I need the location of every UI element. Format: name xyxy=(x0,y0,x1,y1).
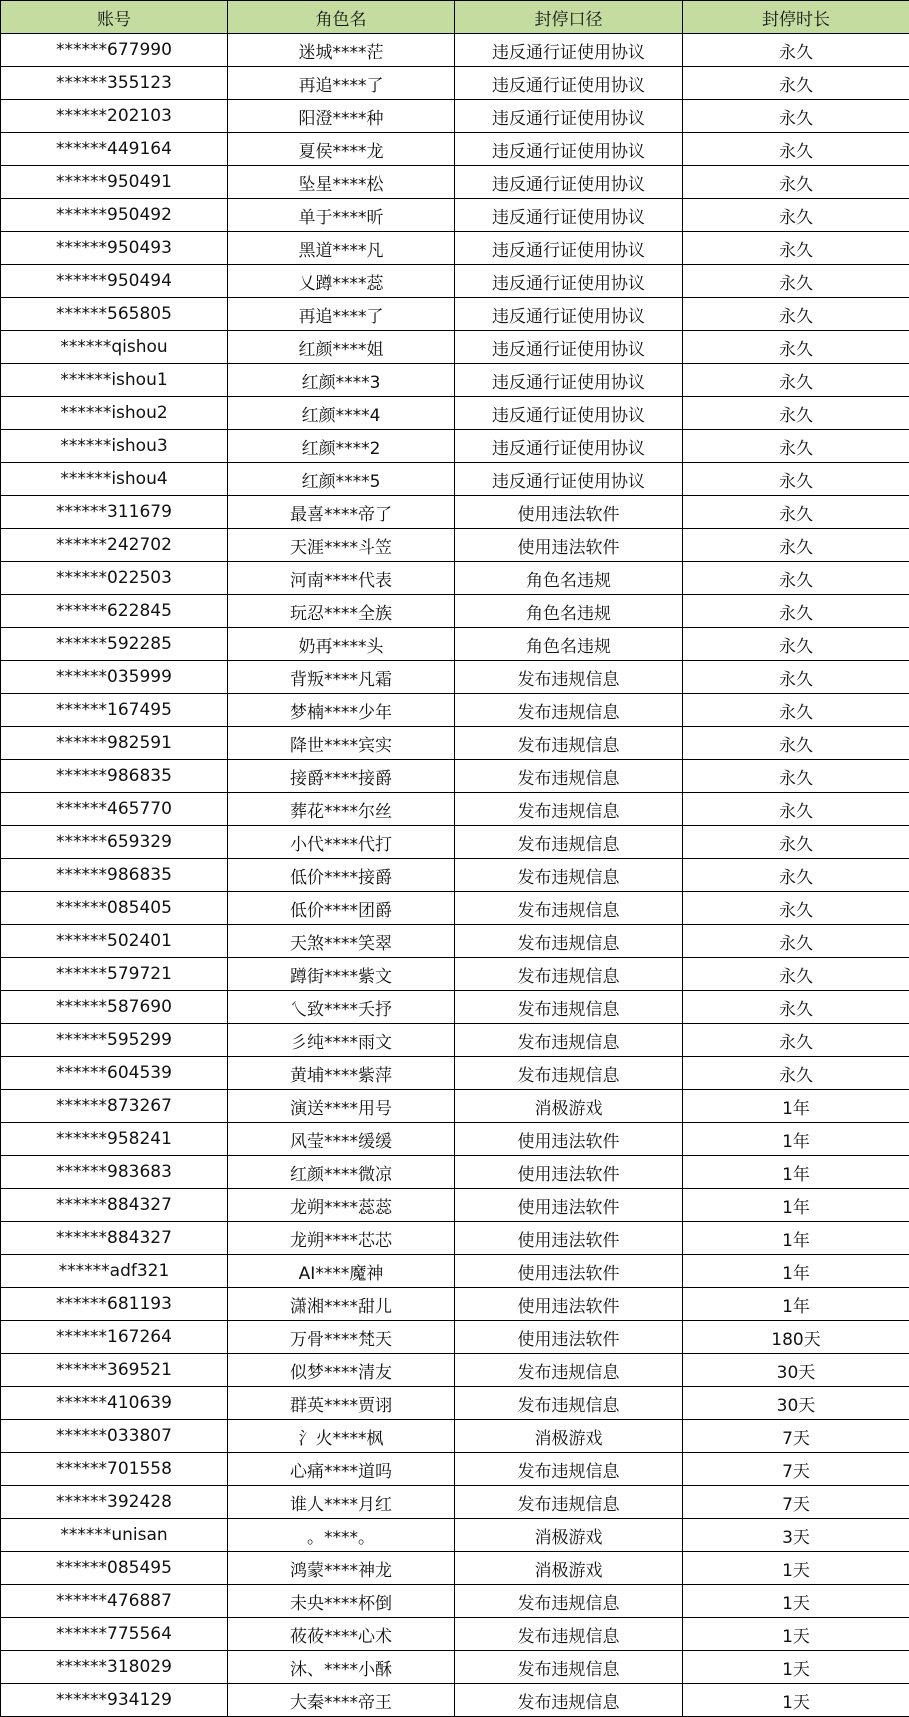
cell-ban-duration: 永久 xyxy=(683,265,909,298)
cell-account: ******950491 xyxy=(1,166,228,199)
column-header-account: 账号 xyxy=(1,1,228,34)
cell-role-name: 黑道****凡 xyxy=(228,232,455,265)
cell-ban-duration: 1天 xyxy=(683,1585,909,1618)
table-row xyxy=(1,463,909,496)
cell-ban-duration: 1年 xyxy=(683,1288,909,1321)
cell-ban-reason: 发布违规信息 xyxy=(455,1684,683,1717)
cell-ban-duration: 永久 xyxy=(683,100,909,133)
cell-role-name: 降世****宾实 xyxy=(228,727,455,760)
cell-ban-reason: 消极游戏 xyxy=(455,1519,683,1552)
cell-ban-reason: 发布违规信息 xyxy=(455,661,683,694)
cell-ban-duration: 永久 xyxy=(683,298,909,331)
cell-account: ******565805 xyxy=(1,298,228,331)
cell-account: ******659329 xyxy=(1,826,228,859)
table-row xyxy=(1,298,909,331)
cell-ban-duration: 永久 xyxy=(683,166,909,199)
cell-account: ******449164 xyxy=(1,133,228,166)
cell-ban-duration: 1年 xyxy=(683,1222,909,1255)
cell-role-name: 氵火****枫 xyxy=(228,1420,455,1453)
cell-ban-reason: 违反通行证使用协议 xyxy=(455,265,683,298)
cell-ban-reason: 使用违法软件 xyxy=(455,1321,683,1354)
cell-account: ******167495 xyxy=(1,694,228,727)
cell-account: ******986835 xyxy=(1,760,228,793)
cell-ban-duration: 永久 xyxy=(683,925,909,958)
cell-role-name: 乂蹲****蕊 xyxy=(228,265,455,298)
cell-role-name: 梦楠****少年 xyxy=(228,694,455,727)
cell-ban-duration: 永久 xyxy=(683,826,909,859)
table-row xyxy=(1,166,909,199)
cell-ban-duration: 永久 xyxy=(683,199,909,232)
cell-ban-reason: 发布违规信息 xyxy=(455,793,683,826)
cell-account: ******085495 xyxy=(1,1552,228,1585)
cell-account: ******unisan xyxy=(1,1519,228,1552)
cell-ban-duration: 1年 xyxy=(683,1156,909,1189)
table-row xyxy=(1,265,909,298)
cell-account: ******311679 xyxy=(1,496,228,529)
cell-ban-duration: 永久 xyxy=(683,727,909,760)
cell-role-name: 群英****贾诩 xyxy=(228,1387,455,1420)
cell-account: ******ishou1 xyxy=(1,364,228,397)
cell-ban-duration: 永久 xyxy=(683,67,909,100)
cell-ban-duration: 永久 xyxy=(683,364,909,397)
cell-role-name: 单于****昕 xyxy=(228,199,455,232)
table-row xyxy=(1,793,909,826)
cell-ban-duration: 7天 xyxy=(683,1420,909,1453)
cell-ban-reason: 使用违法软件 xyxy=(455,529,683,562)
cell-account: ******958241 xyxy=(1,1123,228,1156)
cell-ban-duration: 1年 xyxy=(683,1090,909,1123)
cell-role-name: 未央****杯倒 xyxy=(228,1585,455,1618)
cell-account: ******318029 xyxy=(1,1651,228,1684)
cell-ban-duration: 3天 xyxy=(683,1519,909,1552)
cell-ban-reason: 发布违规信息 xyxy=(455,826,683,859)
table-row xyxy=(1,991,909,1024)
table-row xyxy=(1,628,909,661)
cell-ban-reason: 发布违规信息 xyxy=(455,859,683,892)
cell-role-name: 背叛****凡霜 xyxy=(228,661,455,694)
table-row xyxy=(1,1420,909,1453)
table-row xyxy=(1,1585,909,1618)
cell-ban-reason: 违反通行证使用协议 xyxy=(455,166,683,199)
cell-role-name: 莜莜****心术 xyxy=(228,1618,455,1651)
cell-ban-duration: 180天 xyxy=(683,1321,909,1354)
cell-ban-duration: 永久 xyxy=(683,133,909,166)
cell-ban-duration: 30天 xyxy=(683,1354,909,1387)
column-header-ban-reason: 封停口径 xyxy=(455,1,683,34)
table-header xyxy=(1,1,909,34)
cell-ban-reason: 违反通行证使用协议 xyxy=(455,397,683,430)
cell-ban-reason: 消极游戏 xyxy=(455,1090,683,1123)
cell-role-name: 再追****了 xyxy=(228,67,455,100)
cell-ban-reason: 违反通行证使用协议 xyxy=(455,430,683,463)
cell-ban-duration: 1天 xyxy=(683,1684,909,1717)
table-row xyxy=(1,595,909,628)
cell-ban-reason: 使用违法软件 xyxy=(455,1156,683,1189)
cell-role-name: 彡纯****雨文 xyxy=(228,1024,455,1057)
cell-account: ******476887 xyxy=(1,1585,228,1618)
cell-account: ******033807 xyxy=(1,1420,228,1453)
cell-role-name: 红颜****姐 xyxy=(228,331,455,364)
table-row xyxy=(1,1090,909,1123)
cell-account: ******qishou xyxy=(1,331,228,364)
cell-account: ******167264 xyxy=(1,1321,228,1354)
cell-account: ******884327 xyxy=(1,1222,228,1255)
cell-ban-duration: 1年 xyxy=(683,1123,909,1156)
cell-account: ******085405 xyxy=(1,892,228,925)
cell-account: ******022503 xyxy=(1,562,228,595)
cell-ban-duration: 30天 xyxy=(683,1387,909,1420)
cell-role-name: 鸿蒙****神龙 xyxy=(228,1552,455,1585)
cell-role-name: AI****魔神 xyxy=(228,1255,455,1288)
cell-account: ******242702 xyxy=(1,529,228,562)
cell-ban-reason: 消极游戏 xyxy=(455,1420,683,1453)
cell-account: ******884327 xyxy=(1,1189,228,1222)
table-row xyxy=(1,1189,909,1222)
cell-account: ******465770 xyxy=(1,793,228,826)
table-row xyxy=(1,397,909,430)
cell-role-name: 沐、****小酥 xyxy=(228,1651,455,1684)
table-row xyxy=(1,232,909,265)
cell-ban-reason: 使用违法软件 xyxy=(455,1123,683,1156)
cell-role-name: 红颜****5 xyxy=(228,463,455,496)
table-row xyxy=(1,661,909,694)
cell-role-name: 黄埔****紫萍 xyxy=(228,1057,455,1090)
cell-role-name: 最喜****帝了 xyxy=(228,496,455,529)
cell-ban-reason: 违反通行证使用协议 xyxy=(455,67,683,100)
table-row xyxy=(1,1354,909,1387)
cell-ban-duration: 永久 xyxy=(683,892,909,925)
header-row xyxy=(1,1,909,34)
cell-role-name: 小代****代打 xyxy=(228,826,455,859)
cell-role-name: 红颜****微凉 xyxy=(228,1156,455,1189)
cell-account: ******592285 xyxy=(1,628,228,661)
cell-ban-reason: 角色名违规 xyxy=(455,595,683,628)
cell-ban-reason: 发布违规信息 xyxy=(455,1387,683,1420)
cell-ban-reason: 使用违法软件 xyxy=(455,1189,683,1222)
cell-account: ******392428 xyxy=(1,1486,228,1519)
table-row xyxy=(1,1651,909,1684)
cell-ban-reason: 发布违规信息 xyxy=(455,694,683,727)
cell-ban-reason: 角色名违规 xyxy=(455,562,683,595)
table-row xyxy=(1,331,909,364)
cell-ban-duration: 7天 xyxy=(683,1453,909,1486)
cell-role-name: 大秦****帝王 xyxy=(228,1684,455,1717)
table-row xyxy=(1,859,909,892)
cell-account: ******934129 xyxy=(1,1684,228,1717)
cell-ban-duration: 永久 xyxy=(683,529,909,562)
cell-ban-reason: 发布违规信息 xyxy=(455,1057,683,1090)
cell-account: ******410639 xyxy=(1,1387,228,1420)
table-row xyxy=(1,760,909,793)
table-row xyxy=(1,727,909,760)
cell-role-name: 再追****了 xyxy=(228,298,455,331)
cell-ban-reason: 使用违法软件 xyxy=(455,496,683,529)
table-row xyxy=(1,958,909,991)
cell-ban-duration: 永久 xyxy=(683,463,909,496)
cell-ban-reason: 角色名违规 xyxy=(455,628,683,661)
cell-ban-duration: 1年 xyxy=(683,1255,909,1288)
table-row xyxy=(1,1288,909,1321)
cell-account: ******579721 xyxy=(1,958,228,991)
cell-ban-reason: 使用违法软件 xyxy=(455,1255,683,1288)
cell-ban-reason: 违反通行证使用协议 xyxy=(455,463,683,496)
cell-account: ******adf321 xyxy=(1,1255,228,1288)
cell-role-name: 心痛****道吗 xyxy=(228,1453,455,1486)
cell-account: ******622845 xyxy=(1,595,228,628)
cell-role-name: 接爵****接爵 xyxy=(228,760,455,793)
cell-ban-reason: 违反通行证使用协议 xyxy=(455,298,683,331)
table-row xyxy=(1,1618,909,1651)
cell-account: ******035999 xyxy=(1,661,228,694)
cell-ban-reason: 发布违规信息 xyxy=(455,1651,683,1684)
cell-role-name: 乀致****夭抒 xyxy=(228,991,455,1024)
cell-ban-duration: 永久 xyxy=(683,1024,909,1057)
cell-ban-reason: 违反通行证使用协议 xyxy=(455,364,683,397)
cell-ban-duration: 永久 xyxy=(683,628,909,661)
cell-ban-reason: 发布违规信息 xyxy=(455,1618,683,1651)
table-row xyxy=(1,1453,909,1486)
cell-role-name: 天煞****笑翠 xyxy=(228,925,455,958)
table-row xyxy=(1,496,909,529)
table-row xyxy=(1,1321,909,1354)
table-row xyxy=(1,529,909,562)
table-row xyxy=(1,430,909,463)
cell-account: ******502401 xyxy=(1,925,228,958)
cell-ban-duration: 永久 xyxy=(683,397,909,430)
table-row xyxy=(1,34,909,67)
cell-role-name: 低价****接爵 xyxy=(228,859,455,892)
cell-ban-reason: 违反通行证使用协议 xyxy=(455,100,683,133)
cell-ban-duration: 永久 xyxy=(683,1057,909,1090)
column-header-ban-duration: 封停时长 xyxy=(683,1,909,34)
cell-account: ******950494 xyxy=(1,265,228,298)
cell-role-name: 低价****团爵 xyxy=(228,892,455,925)
cell-ban-duration: 永久 xyxy=(683,793,909,826)
table-row xyxy=(1,1057,909,1090)
cell-ban-duration: 1天 xyxy=(683,1552,909,1585)
cell-role-name: 蹲街****紫文 xyxy=(228,958,455,991)
cell-role-name: 龙朔****蕊蕊 xyxy=(228,1189,455,1222)
cell-ban-duration: 永久 xyxy=(683,958,909,991)
cell-role-name: 河南****代表 xyxy=(228,562,455,595)
table-row xyxy=(1,1387,909,1420)
table-row xyxy=(1,1222,909,1255)
cell-role-name: 风莹****缓缓 xyxy=(228,1123,455,1156)
cell-ban-duration: 永久 xyxy=(683,991,909,1024)
cell-role-name: 葬花****尔丝 xyxy=(228,793,455,826)
cell-account: ******ishou3 xyxy=(1,430,228,463)
cell-role-name: 天涯****斗笠 xyxy=(228,529,455,562)
cell-ban-duration: 永久 xyxy=(683,595,909,628)
cell-ban-duration: 1天 xyxy=(683,1618,909,1651)
cell-ban-duration: 永久 xyxy=(683,232,909,265)
cell-ban-duration: 永久 xyxy=(683,331,909,364)
cell-account: ******775564 xyxy=(1,1618,228,1651)
cell-ban-reason: 违反通行证使用协议 xyxy=(455,199,683,232)
cell-ban-reason: 发布违规信息 xyxy=(455,958,683,991)
cell-ban-duration: 永久 xyxy=(683,430,909,463)
cell-ban-reason: 消极游戏 xyxy=(455,1552,683,1585)
cell-account: ******355123 xyxy=(1,67,228,100)
cell-ban-duration: 1天 xyxy=(683,1651,909,1684)
cell-ban-reason: 发布违规信息 xyxy=(455,925,683,958)
table-row xyxy=(1,562,909,595)
cell-role-name: 迷城****茫 xyxy=(228,34,455,67)
cell-role-name: 红颜****3 xyxy=(228,364,455,397)
cell-ban-duration: 永久 xyxy=(683,496,909,529)
table-row xyxy=(1,67,909,100)
cell-account: ******369521 xyxy=(1,1354,228,1387)
cell-ban-duration: 1年 xyxy=(683,1189,909,1222)
table-row xyxy=(1,1255,909,1288)
table-row xyxy=(1,694,909,727)
cell-ban-duration: 永久 xyxy=(683,859,909,892)
cell-ban-reason: 发布违规信息 xyxy=(455,1024,683,1057)
cell-ban-reason: 使用违法软件 xyxy=(455,1288,683,1321)
cell-account: ******681193 xyxy=(1,1288,228,1321)
table-row xyxy=(1,199,909,232)
cell-ban-reason: 发布违规信息 xyxy=(455,760,683,793)
cell-account: ******986835 xyxy=(1,859,228,892)
cell-account: ******604539 xyxy=(1,1057,228,1090)
cell-role-name: 龙朔****芯芯 xyxy=(228,1222,455,1255)
table-row xyxy=(1,1486,909,1519)
cell-account: ******950493 xyxy=(1,232,228,265)
cell-role-name: 奶再****头 xyxy=(228,628,455,661)
table-row xyxy=(1,1123,909,1156)
cell-account: ******982591 xyxy=(1,727,228,760)
cell-account: ******983683 xyxy=(1,1156,228,1189)
cell-ban-reason: 违反通行证使用协议 xyxy=(455,34,683,67)
cell-role-name: 红颜****4 xyxy=(228,397,455,430)
cell-ban-reason: 违反通行证使用协议 xyxy=(455,133,683,166)
table-row xyxy=(1,1156,909,1189)
cell-ban-reason: 违反通行证使用协议 xyxy=(455,232,683,265)
cell-role-name: 红颜****2 xyxy=(228,430,455,463)
cell-account: ******873267 xyxy=(1,1090,228,1123)
cell-ban-reason: 违反通行证使用协议 xyxy=(455,331,683,364)
cell-role-name: 演送****用号 xyxy=(228,1090,455,1123)
cell-account: ******701558 xyxy=(1,1453,228,1486)
cell-role-name: 坠星****松 xyxy=(228,166,455,199)
cell-ban-duration: 永久 xyxy=(683,694,909,727)
cell-ban-reason: 发布违规信息 xyxy=(455,991,683,1024)
cell-account: ******ishou2 xyxy=(1,397,228,430)
table-row xyxy=(1,1024,909,1057)
table-row xyxy=(1,100,909,133)
cell-ban-reason: 发布违规信息 xyxy=(455,1354,683,1387)
table-row xyxy=(1,364,909,397)
cell-role-name: 阳澄****种 xyxy=(228,100,455,133)
cell-account: ******677990 xyxy=(1,34,228,67)
cell-role-name: 。****。 xyxy=(228,1519,455,1552)
cell-account: ******595299 xyxy=(1,1024,228,1057)
cell-role-name: 似梦****清友 xyxy=(228,1354,455,1387)
table-row xyxy=(1,133,909,166)
cell-ban-duration: 永久 xyxy=(683,562,909,595)
table-row xyxy=(1,925,909,958)
cell-role-name: 万骨****梵天 xyxy=(228,1321,455,1354)
cell-ban-duration: 永久 xyxy=(683,34,909,67)
cell-ban-duration: 7天 xyxy=(683,1486,909,1519)
cell-account: ******587690 xyxy=(1,991,228,1024)
cell-role-name: 潇湘****甜儿 xyxy=(228,1288,455,1321)
table-row xyxy=(1,1552,909,1585)
table-row xyxy=(1,1519,909,1552)
cell-ban-reason: 发布违规信息 xyxy=(455,1486,683,1519)
cell-role-name: 玩忍****全族 xyxy=(228,595,455,628)
table-body xyxy=(1,34,909,1717)
cell-ban-reason: 发布违规信息 xyxy=(455,1453,683,1486)
cell-account: ******950492 xyxy=(1,199,228,232)
cell-ban-reason: 发布违规信息 xyxy=(455,727,683,760)
cell-account: ******202103 xyxy=(1,100,228,133)
cell-role-name: 夏侯****龙 xyxy=(228,133,455,166)
cell-ban-reason: 发布违规信息 xyxy=(455,892,683,925)
cell-ban-duration: 永久 xyxy=(683,760,909,793)
column-header-role-name: 角色名 xyxy=(228,1,455,34)
cell-ban-reason: 使用违法软件 xyxy=(455,1222,683,1255)
cell-ban-reason: 发布违规信息 xyxy=(455,1585,683,1618)
table-row xyxy=(1,892,909,925)
table-row xyxy=(1,1684,909,1717)
table-row xyxy=(1,826,909,859)
cell-role-name: 谁人****月红 xyxy=(228,1486,455,1519)
cell-ban-duration: 永久 xyxy=(683,661,909,694)
cell-account: ******ishou4 xyxy=(1,463,228,496)
